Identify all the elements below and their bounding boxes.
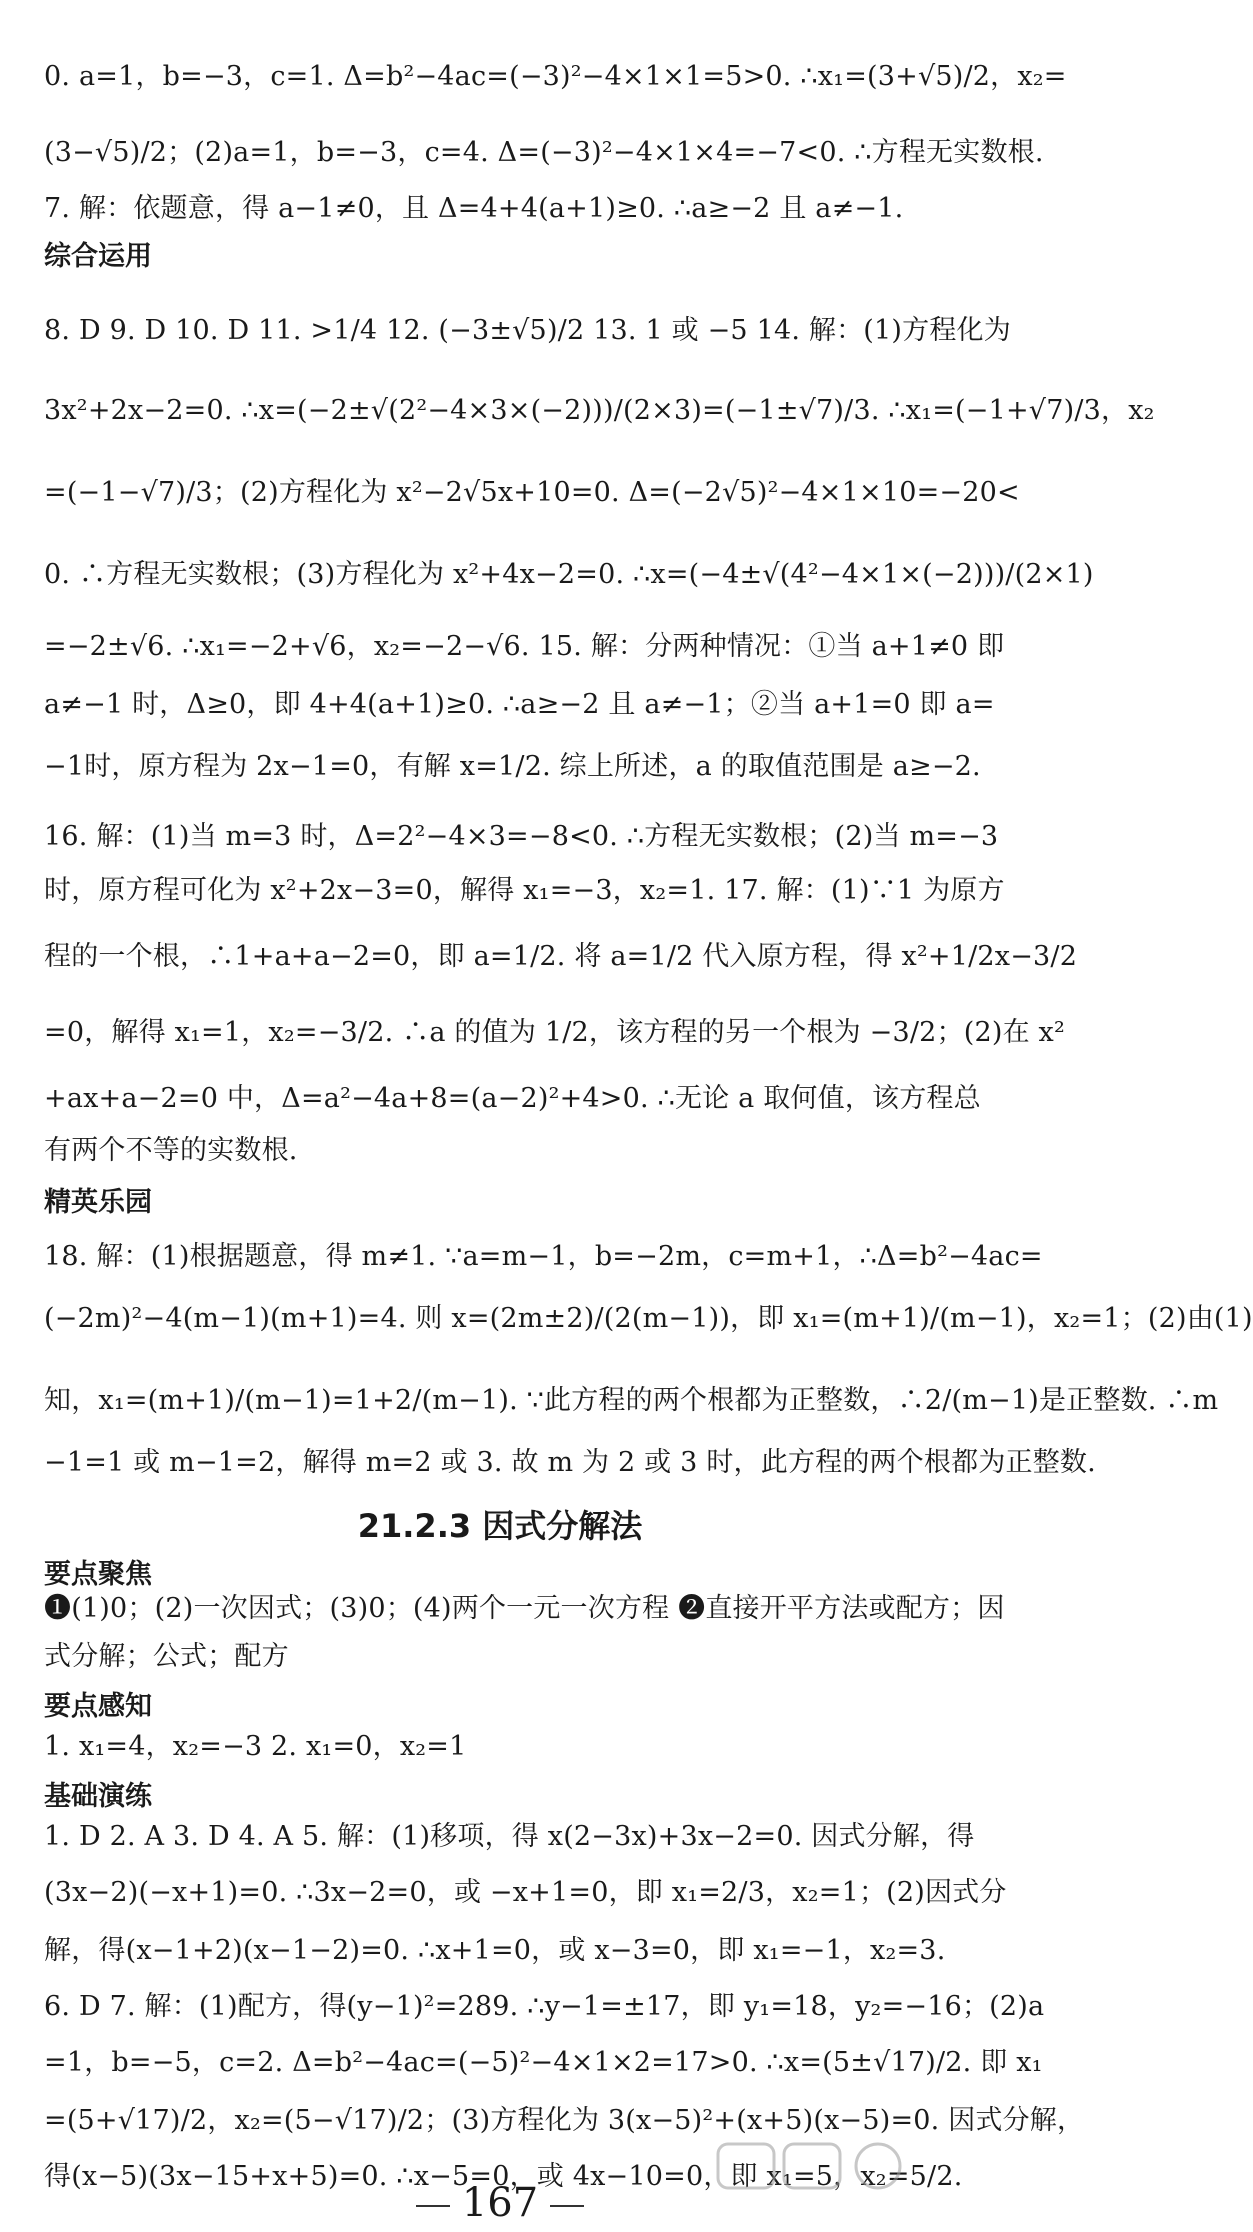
text-line: 7. 解：依题意，得 a−1≠0，且 Δ=4+4(a+1)≥0. ∴a≥−2 且 a≠−1. (44, 193, 904, 224)
text-line: 1. x₁=4，x₂=−3 2. x₁=0，x₂=1 (44, 1731, 467, 1762)
text-line: =1，b=−5，c=2. Δ=b²−4ac=(−5)²−4×1×2=17>0. ∴x=(5±√17)/2. 即 x₁ (44, 2047, 1043, 2078)
section-title: 21.2.3 因式分解法 (357, 1507, 643, 1545)
text-line: 时，原方程可化为 x²+2x−3=0，解得 x₁=−3，x₂=1. 17. 解：(1)∵1 为原方 (44, 875, 1005, 906)
text-line: a≠−1 时，Δ≥0，即 4+4(a+1)≥0. ∴a≥−2 且 a≠−1；②当 a+1=0 即 a= (44, 689, 995, 720)
text-line: 16. 解：(1)当 m=3 时，Δ=2²−4×3=−8<0. ∴方程无实数根；(2)当 m=−3 (44, 821, 999, 852)
section-heading: 综合运用 (44, 241, 152, 272)
section-heading: 精英乐园 (44, 1187, 152, 1218)
text-line: =(5+√17)/2，x₂=(5−√17)/2；(3)方程化为 3(x−5)²+(x+5)(x−5)=0. 因式分解， (44, 2105, 1085, 2136)
text-line: 18. 解：(1)根据题意，得 m≠1. ∵a=m−1，b=−2m，c=m+1，∴Δ=b²−4ac= (44, 1241, 1043, 1272)
watermark-logo (710, 2136, 980, 2216)
text-line: 式分解；公式；配方 (44, 1641, 289, 1672)
text-line: −1=1 或 m−1=2，解得 m=2 或 3. 故 m 为 2 或 3 时，此方程的两个根都为正整数. (44, 1447, 1096, 1478)
section-heading: 基础演练 (44, 1781, 152, 1812)
text-line: 解，得(x−1+2)(x−1−2)=0. ∴x+1=0，或 x−3=0，即 x₁=−1，x₂=3. (44, 1935, 946, 1966)
text-line: =(−1−√7)/3；(2)方程化为 x²−2√5x+10=0. Δ=(−2√5)²−4×1×10=−20< (44, 477, 1020, 508)
text-line: +ax+a−2=0 中，Δ=a²−4a+8=(a−2)²+4>0. ∴无论 a 取何值，该方程总 (44, 1083, 981, 1114)
text-line: =0，解得 x₁=1，x₂=−3/2. ∴a 的值为 1/2，该方程的另一个根为 −3/2；(2)在 x² (44, 1017, 1066, 1048)
text-line: (3x−2)(−x+1)=0. ∴3x−2=0，或 −x+1=0，即 x₁=2/3，x₂=1；(2)因式分 (44, 1877, 1007, 1908)
text-line: 3x²+2x−2=0. ∴x=(−2±√(2²−4×3×(−2)))/(2×3)=(−1±√7)/3. ∴x₁=(−1+√7)/3，x₂ (44, 395, 1155, 426)
text-line: (3−√5)/2；(2)a=1，b=−3，c=4. Δ=(−3)²−4×1×4=−7<0. ∴方程无实数根. (44, 137, 1044, 168)
text-line: (−2m)²−4(m−1)(m+1)=4. 则 x=(2m±2)/(2(m−1))，即 x₁=(m+1)/(m−1)，x₂=1；(2)由(1) (44, 1303, 1253, 1334)
text-line: =−2±√6. ∴x₁=−2+√6，x₂=−2−√6. 15. 解：分两种情况：①当 a+1≠0 即 (44, 631, 1005, 662)
text-line: 得(x−5)(3x−15+x+5)=0. ∴x−5=0，或 4x−10=0，即 x₁=5，x₂=5/2. (44, 2161, 963, 2192)
text-line: ❶(1)0；(2)一次因式；(3)0；(4)两个一元一次方程 ❷直接开平方法或配方；因 (44, 1593, 1005, 1624)
text-line: 0. a=1，b=−3，c=1. Δ=b²−4ac=(−3)²−4×1×1=5>0. ∴x₁=(3+√5)/2，x₂= (44, 61, 1067, 92)
text-line: 知，x₁=(m+1)/(m−1)=1+2/(m−1). ∵此方程的两个根都为正整数，∴2/(m−1)是正整数. ∴m (44, 1385, 1219, 1416)
text-line: 程的一个根，∴1+a+a−2=0，即 a=1/2. 将 a=1/2 代入原方程，得 x²+1/2x−3/2 (44, 941, 1078, 972)
text-line: −1时，原方程为 2x−1=0，有解 x=1/2. 综上所述，a 的取值范围是 a≥−2. (44, 751, 981, 782)
text-line: 8. D 9. D 10. D 11. >1/4 12. (−3±√5)/2 13. 1 或 −5 14. 解：(1)方程化为 (44, 315, 1011, 346)
text-line: 6. D 7. 解：(1)配方，得(y−1)²=289. ∴y−1=±17，即 y₁=18，y₂=−16；(2)a (44, 1991, 1045, 2022)
section-heading: 要点聚焦 (44, 1559, 152, 1590)
text-line: 有两个不等的实数根. (44, 1135, 298, 1166)
text-line: 0. ∴方程无实数根；(3)方程化为 x²+4x−2=0. ∴x=(−4±√(4²−4×1×(−2)))/(2×1) (44, 559, 1094, 590)
page-number: 167 (0, 2178, 1000, 2228)
section-heading: 要点感知 (44, 1691, 152, 1722)
text-line: 1. D 2. A 3. D 4. A 5. 解：(1)移项，得 x(2−3x)+3x−2=0. 因式分解，得 (44, 1821, 975, 1852)
